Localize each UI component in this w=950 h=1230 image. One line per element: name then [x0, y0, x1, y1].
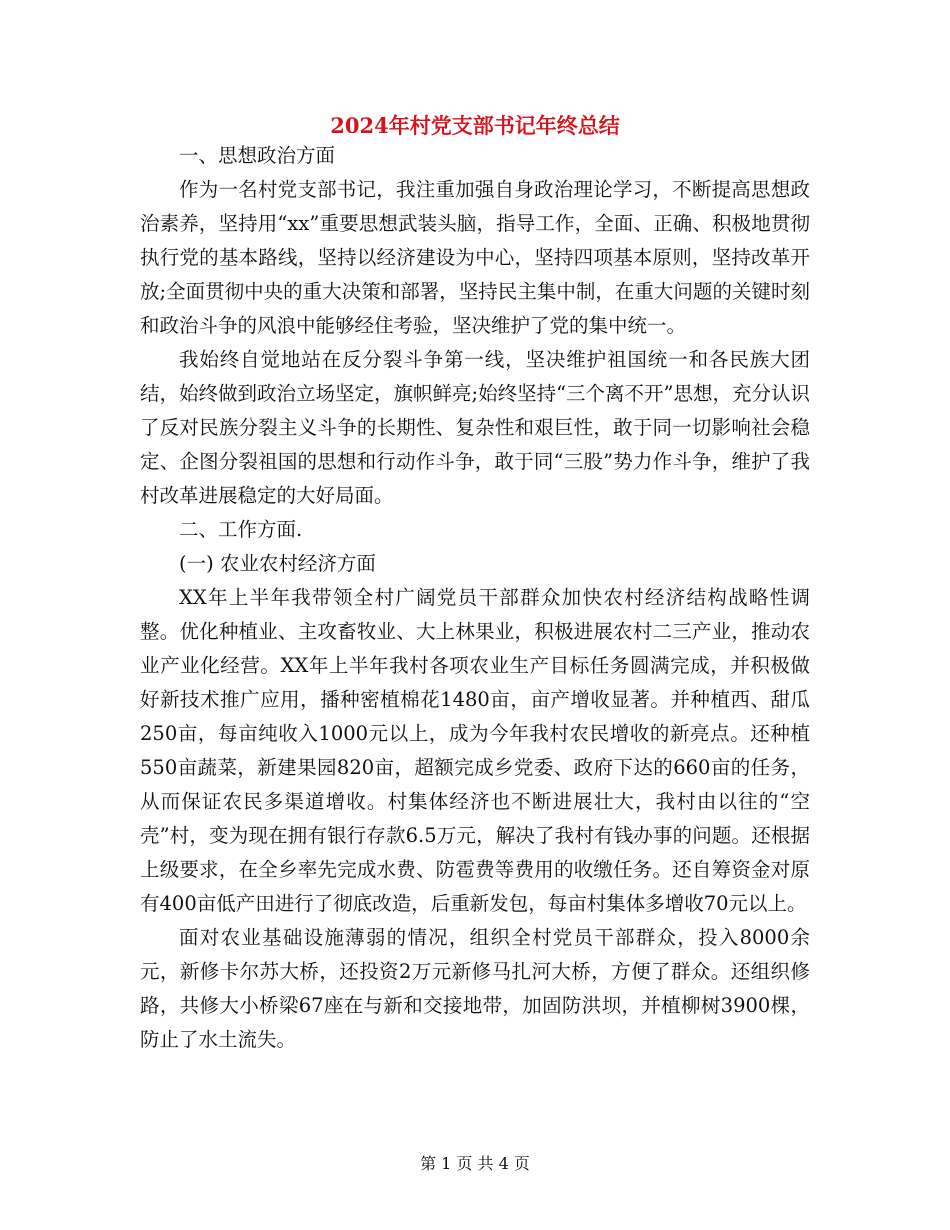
- document-body: [140, 139, 810, 1057]
- paragraph: 我始终自觉地站在反分裂斗争第一线，坚决维护祖国统一和各民族大团结，始终做到政治立场坚定，旗帜鲜亮;始终坚持“三个离不开”思想，充分认识了反对民族分裂主义斗争的长期性、复杂性和艰巨性，敢于同一切影响社会稳定、企图分裂祖国的思想和行动作斗争，敢于同“三股”势力作斗争，维护了我村改革进展稳定的大好局面。: [140, 348, 811, 507]
- section-heading-work: 二、工作方面.: [179, 518, 303, 541]
- section-heading-political: 一、思想政治方面: [179, 144, 336, 167]
- paragraph: XX年上半年我带领全村广阔党员干部群众加快农村经济结构战略性调整。优化种植业、主攻畜牧业、大上林果业，积极进展农村二三产业，推动农业产业化经营。XX年上半年我村各项农业生产目标任务圆满完成，并积极做好新技术推广应用，播种密植棉花1480亩，亩产增收显著。并种植西、甜瓜250亩，每亩纯收入1000元以上，成为今年我村农民增收的新亮点。还种植550亩蔬菜，新建果园820亩，超额完成乡党委、政府下达的660亩的任务，从而保证农民多渠道增收。村集体经济也不断进展壮大，我村由以往的“空壳”村，变为现在拥有银行存款6.5万元，解决了我村有钱办事的问题。还根据上级要求，在全乡率先完成水费、防雹费等费用的收缴任务。还自筹资金对原有400亩低产田进行了彻底改造，后重新发包，每亩村集体多增收70元以上。: [140, 586, 810, 915]
- subsection-heading-agriculture: (一) 农业农村经济方面: [179, 552, 376, 575]
- paragraph: 作为一名村党支部书记，我注重加强自身政治理论学习，不断提高思想政治素养，坚持用“xx”重要思想武装头脑，指导工作，全面、正确、积极地贯彻执行党的基本路线，坚持以经济建设为中心，坚持四项基本原则，坚持改革开放;全面贯彻中央的重大决策和部署，坚持民主集中制，在重大问题的关键时刻和政治斗争的风浪中能够经住考验，坚决维护了党的集中统一。: [140, 178, 810, 337]
- page-number-footer: 第 1 页 共 4 页: [420, 1154, 530, 1173]
- document-title: 2024年村党支部书记年终总结: [330, 113, 620, 138]
- paragraph: 面对农业基础设施薄弱的情况，组织全村党员干部群众，投入8000余元，新修卡尔苏大桥，还投资2万元新修马扎河大桥，方便了群众。还组织修路，共修大小桥梁67座在与新和交接地带，加固防洪坝，并植柳树3900棵，防止了水土流失。: [140, 926, 810, 1051]
